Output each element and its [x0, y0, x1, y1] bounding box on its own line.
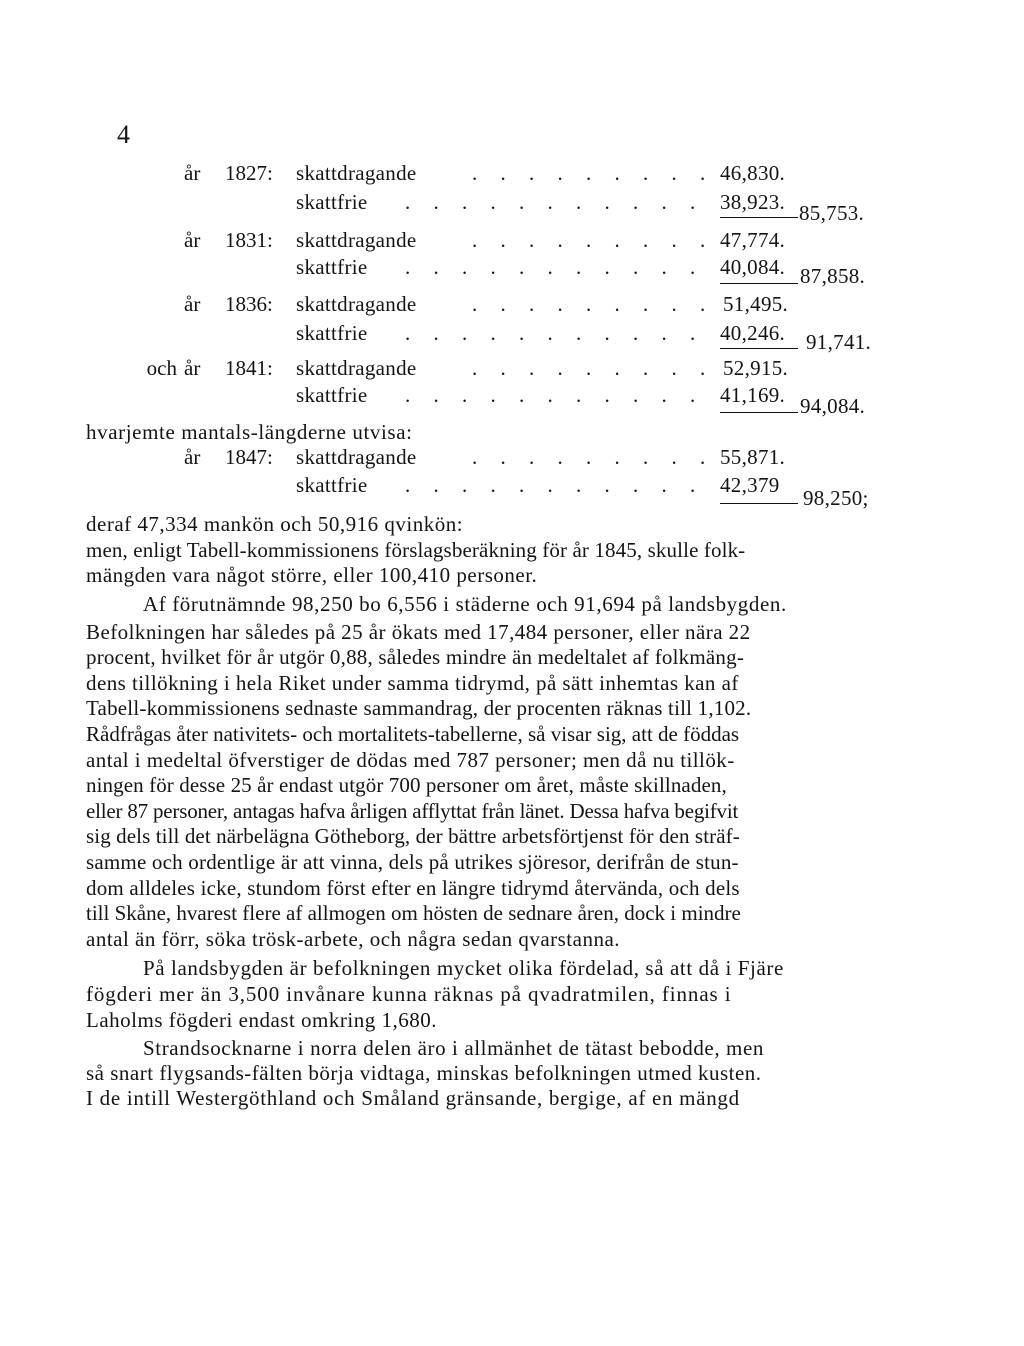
text-line: Befolkningen har således på 25 år ökats med 17,484 personer, eller nära 22: [86, 620, 751, 644]
year: 1847:: [225, 445, 273, 469]
leader-dots: . . . . . . . . . . .: [405, 190, 705, 214]
row-value: 42,379: [720, 473, 780, 497]
text-line: dens tillökning i hela Riket under samma tidrymd, på sätt inhemtas kan af: [86, 671, 739, 695]
text-line: eller 87 personer, antagas hafva årligen afflyttat från länet. Dessa hafva begifvit: [86, 799, 739, 823]
row-label: skattfrie: [296, 190, 368, 214]
row-label: skattdragande: [296, 292, 417, 316]
text-line: sig dels till det närbelägna Götheborg, der bättre arbetsförtjenst för den sträf-: [86, 824, 740, 848]
row-label: skattdragande: [296, 161, 417, 185]
row-label: skattfrie: [296, 321, 368, 345]
row-value: 40,246.: [720, 321, 786, 345]
intro-line: hvarjemte mantals-längderne utvisa:: [86, 420, 413, 444]
leader-dots: . . . . . . . . . . .: [405, 383, 705, 407]
group-total: 94,084.: [800, 394, 866, 418]
row-value: 46,830.: [720, 161, 786, 185]
row-value: 55,871.: [720, 445, 786, 469]
leader-dots: . . . . . . . . . . .: [405, 473, 705, 497]
text-line: deraf 47,334 mankön och 50,916 qvinkön:: [86, 512, 464, 536]
text-line: Af förutnämnde 98,250 bo 6,556 i städerne och 91,694 på landsbygden.: [143, 592, 787, 616]
row-value: 47,774.: [720, 228, 786, 252]
sum-rule: [720, 283, 798, 284]
text-line: På landsbygden är befolkningen mycket olika fördelad, så att då i Fjäre: [143, 956, 784, 980]
group-total: 91,741.: [806, 330, 872, 354]
sum-rule: [720, 217, 798, 218]
text-line: men, enligt Tabell-kommissionens förslagsberäkning för år 1845, skulle folk-: [86, 538, 746, 562]
year-word: år: [184, 228, 201, 252]
group-total: 87,858.: [800, 264, 866, 288]
group-total: 98,250;: [803, 486, 869, 510]
row-label: skattfrie: [296, 383, 368, 407]
text-line: mängden vara något större, eller 100,410 personer.: [86, 563, 538, 587]
sum-rule: [720, 503, 798, 504]
year-word: år: [184, 161, 201, 185]
text-line: I de intill Westergöthland och Småland gränsande, bergige, af en mängd: [86, 1086, 740, 1110]
year: 1827:: [225, 161, 273, 185]
leader-dots: . . . . . . . . .: [472, 228, 715, 252]
group-total: 85,753.: [799, 201, 865, 225]
text-line: antal än förr, söka trösk-arbete, och några sedan qvarstanna.: [86, 927, 621, 951]
year: 1831:: [225, 228, 273, 252]
year: 1841:: [225, 356, 273, 380]
text-line: dom alldeles icke, stundom först efter en längre tidrymd återvända, och dels: [86, 876, 740, 900]
leader-dots: . . . . . . . . .: [472, 356, 715, 380]
row-label: skattdragande: [296, 445, 417, 469]
leader-dots: . . . . . . . . . . .: [405, 255, 705, 279]
text-line: Strandsocknarne i norra delen äro i allmänhet de tätast bebodde, men: [143, 1036, 765, 1060]
row-prefix: och: [146, 356, 177, 380]
row-value: 52,915.: [723, 356, 789, 380]
leader-dots: . . . . . . . . .: [472, 292, 715, 316]
text-line: samme och ordentlige är att vinna, dels på utrikes sjöresor, derifrån de stun-: [86, 850, 739, 874]
text-line: till Skåne, hvarest flere af allmogen om hösten de sednare åren, dock i mindre: [86, 901, 741, 925]
text-line: Tabell-kommissionens sednaste sammandrag, der procenten räknas till 1,102.: [86, 696, 752, 720]
text-line: så snart flygsands-fälten börja vidtaga, minskas befolkningen utmed kusten.: [86, 1061, 762, 1085]
row-value: 51,495.: [723, 292, 789, 316]
leader-dots: . . . . . . . . .: [472, 161, 715, 185]
text-line: ningen för desse 25 år endast utgör 700 personer om året, måste skillnaden,: [86, 773, 727, 797]
row-label: skattdragande: [296, 356, 417, 380]
text-line: antal i medeltal öfverstiger de dödas med 787 personer; men då nu tillök-: [86, 748, 735, 772]
year: 1836:: [225, 292, 273, 316]
leader-dots: . . . . . . . . .: [472, 445, 715, 469]
row-label: skattdragande: [296, 228, 417, 252]
text-line: procent, hvilket för år utgör 0,88, således mindre än medeltalet af folkmäng-: [86, 645, 745, 669]
year-word: år: [184, 292, 201, 316]
text-line: Laholms fögderi endast omkring 1,680.: [86, 1008, 437, 1032]
year-word: år: [184, 356, 201, 380]
leader-dots: . . . . . . . . . . .: [405, 321, 705, 345]
row-value: 41,169.: [720, 383, 786, 407]
sum-rule: [720, 348, 798, 349]
row-value: 40,084.: [720, 255, 786, 279]
text-line: Rådfrågas åter nativitets- och mortalitets-tabellerne, så visar sig, att de föddas: [86, 722, 740, 746]
row-value: 38,923.: [720, 190, 786, 214]
sum-rule: [720, 412, 798, 413]
year-word: år: [184, 445, 201, 469]
row-label: skattfrie: [296, 473, 368, 497]
page-number: 4: [117, 120, 130, 149]
row-label: skattfrie: [296, 255, 368, 279]
text-line: fögderi mer än 3,500 invånare kunna räknas på qvadratmilen, finnas i: [86, 982, 732, 1006]
